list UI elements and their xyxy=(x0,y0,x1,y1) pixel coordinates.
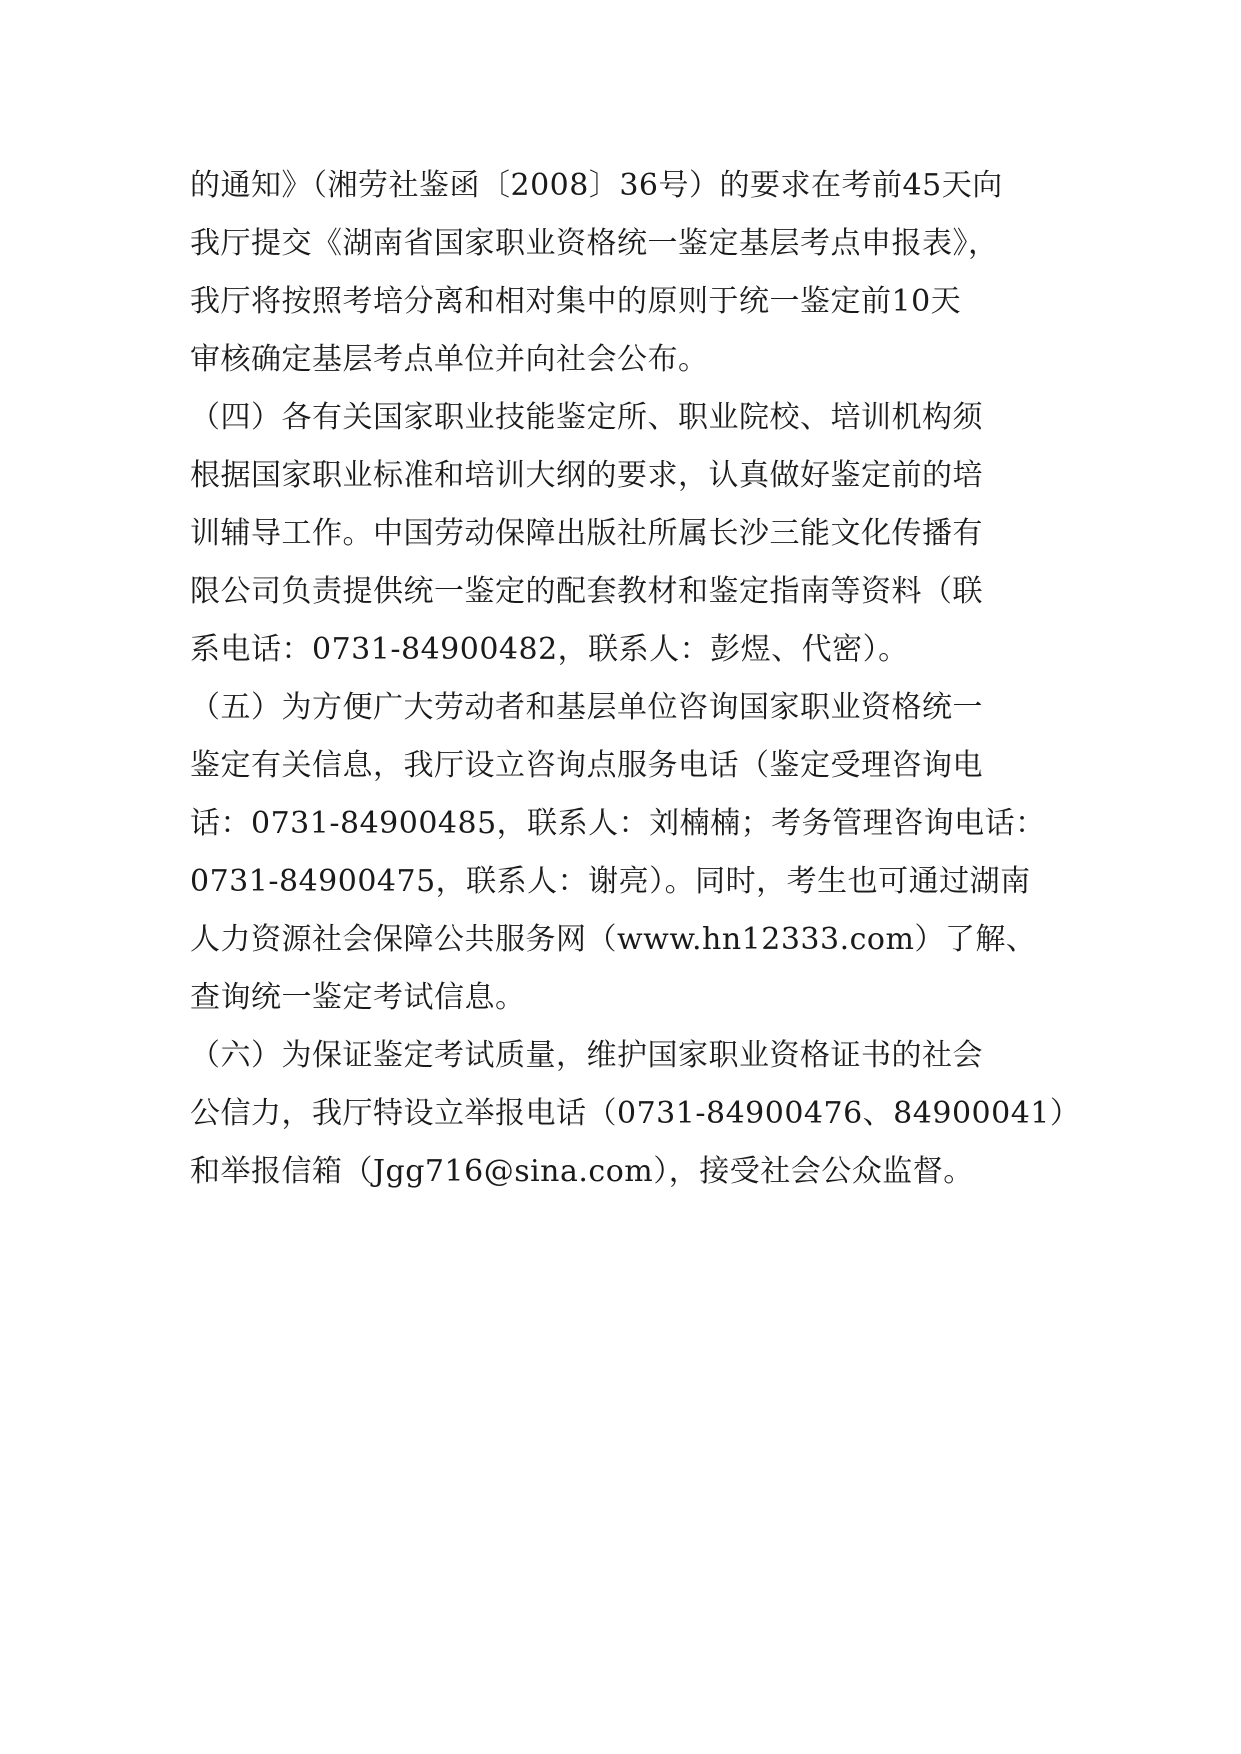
text-line: 我厅将按照考培分离和相对集中的原则于统一鉴定前10天 xyxy=(190,284,962,319)
text-line: 话：0731-84900485，联系人：刘楠楠；考务管理咨询电话： xyxy=(190,806,1046,841)
text-line: 查询统一鉴定考试信息。 xyxy=(190,980,526,1015)
text-line: 公信力，我厅特设立举报电话（0731-84900476、84900041） xyxy=(190,1096,1081,1131)
text-line: 训辅导工作。中国劳动保障出版社所属长沙三能文化传播有 xyxy=(190,516,983,551)
text-line: （六）为保证鉴定考试质量，维护国家职业资格证书的社会 xyxy=(190,1038,983,1073)
text-line: （四）各有关国家职业技能鉴定所、职业院校、培训机构须 xyxy=(190,400,983,435)
text-line: 审核确定基层考点单位并向社会公布。 xyxy=(190,342,709,377)
text-line: 根据国家职业标准和培训大纲的要求，认真做好鉴定前的培 xyxy=(190,458,983,493)
text-line: 人力资源社会保障公共服务网（www.hn12333.com）了解、 xyxy=(190,922,1037,957)
text-line: 和举报信箱（Jgg716@sina.com），接受社会公众监督。 xyxy=(190,1154,974,1189)
text-line: （五）为方便广大劳动者和基层单位咨询国家职业资格统一 xyxy=(190,690,983,725)
text-line: 限公司负责提供统一鉴定的配套教材和鉴定指南等资料（联 xyxy=(190,574,983,609)
text-line: 鉴定有关信息，我厅设立咨询点服务电话（鉴定受理咨询电 xyxy=(190,748,983,783)
text-line: 0731-84900475，联系人：谢亮）。同时，考生也可通过湖南 xyxy=(190,864,1031,899)
text-line: 系电话：0731-84900482，联系人：彭煜、代密）。 xyxy=(190,632,909,667)
text-line: 我厅提交《湖南省国家职业资格统一鉴定基层考点申报表》， xyxy=(190,226,999,261)
text-line: 的通知》（湘劳社鉴函〔2008〕36号）的要求在考前45天向 xyxy=(190,168,1003,203)
